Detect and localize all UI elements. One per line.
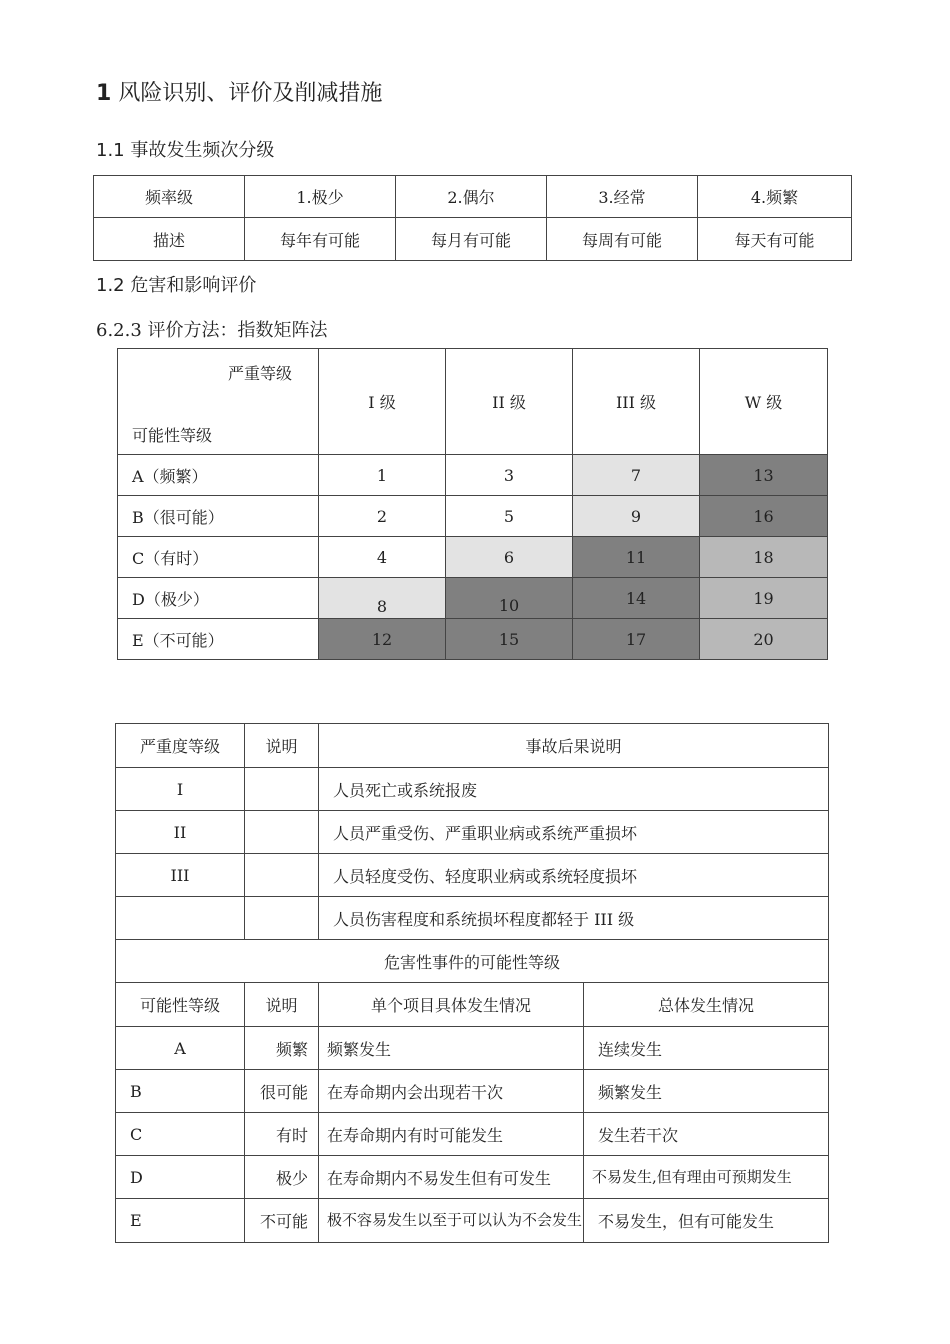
matrix-cell: 2 [319,496,446,537]
severity-header: 事故后果说明 [319,724,829,768]
matrix-row [118,578,828,619]
likelihood-row [116,1156,829,1199]
matrix-cell: 14 [573,578,700,619]
severity-row [116,854,829,897]
likelihood-note: 很可能 [245,1070,319,1113]
likelihood-row [116,1070,829,1113]
matrix-cell: 4 [319,537,446,578]
likelihood-row [116,1027,829,1070]
matrix-row [118,537,828,578]
matrix-row-label: C（有时） [118,537,319,578]
matrix-cell: 12 [319,619,446,660]
likelihood-single: 在寿命期内不易发生但有可发生 [319,1156,584,1199]
severity-header: 严重度等级 [116,724,245,768]
likelihood-single: 在寿命期内会出现若干次 [319,1070,584,1113]
risk-matrix [117,348,828,660]
corner-severity-label: 严重等级 [227,364,292,383]
matrix-cell: 7 [573,455,700,496]
severity-table [115,723,829,1243]
matrix-row-label: D（极少） [118,578,319,619]
severity-header: 说明 [245,724,319,768]
severity-level: III [116,854,245,897]
matrix-row [118,619,828,660]
severity-note [245,768,319,811]
severity-level: II [116,811,245,854]
severity-note [245,897,319,940]
likelihood-level: D [116,1156,245,1199]
frequency-row [94,218,852,261]
likelihood-single: 在寿命期内有时可能发生 [319,1113,584,1156]
matrix-cell: 6 [446,537,573,578]
likelihood-single: 频繁发生 [319,1027,584,1070]
severity-desc: 人员伤害程度和系统损坏程度都轻于 III 级 [319,897,829,940]
matrix-cell: 10 [446,578,573,619]
severity-note [245,811,319,854]
frequency-table [93,175,852,261]
severity-level [116,897,245,940]
freq-cell: 4.频繁 [698,176,852,218]
matrix-cell: 13 [700,455,828,496]
matrix-row [118,455,828,496]
matrix-cell: 19 [700,578,828,619]
matrix-col-header: II 级 [446,349,573,455]
matrix-row [118,496,828,537]
matrix-cell: 9 [573,496,700,537]
likelihood-level: E [116,1199,245,1243]
heading-1: 1 风险识别、评价及削减措施 [96,81,383,106]
likelihood-header: 总体发生情况 [584,983,829,1027]
severity-row [116,811,829,854]
freq-cell: 每月有可能 [396,218,547,261]
likelihood-header: 可能性等级 [116,983,245,1027]
likelihood-header-row [116,983,829,1027]
likelihood-level: A [116,1027,245,1070]
heading-6-2-3: 6.2.3 评价方法：指数矩阵法 [96,320,328,341]
severity-row [116,768,829,811]
likelihood-overall: 不易发生，但有可能发生 [584,1199,829,1243]
severity-note [245,854,319,897]
matrix-col-header: III 级 [573,349,700,455]
matrix-col-header: I 级 [319,349,446,455]
matrix-row-label: E（不可能） [118,619,319,660]
matrix-corner [118,349,319,455]
matrix-row-label: B（很可能） [118,496,319,537]
freq-cell: 频率级 [94,176,245,218]
likelihood-note: 不可能 [245,1199,319,1243]
likelihood-row [116,1199,829,1243]
matrix-cell: 17 [573,619,700,660]
matrix-header-row [118,349,828,455]
corner-likelihood-label: 可能性等级 [132,426,213,445]
freq-cell: 2.偶尔 [396,176,547,218]
heading-1-1: 1.1 事故发生频次分级 [96,140,275,161]
matrix-cell: 18 [700,537,828,578]
severity-desc: 人员死亡或系统报废 [319,768,829,811]
likelihood-header: 单个项目具体发生情况 [319,983,584,1027]
likelihood-overall: 频繁发生 [584,1070,829,1113]
likelihood-level: C [116,1113,245,1156]
severity-level: I [116,768,245,811]
heading-1-2: 1.2 危害和影响评价 [96,275,257,296]
likelihood-row [116,1113,829,1156]
freq-cell: 每周有可能 [547,218,698,261]
matrix-col-header: W 级 [700,349,828,455]
freq-cell: 每天有可能 [698,218,852,261]
severity-desc: 人员严重受伤、严重职业病或系统严重损坏 [319,811,829,854]
frequency-row [94,176,852,218]
severity-desc: 人员轻度受伤、轻度职业病或系统轻度损坏 [319,854,829,897]
matrix-row-label: A（频繁） [118,455,319,496]
likelihood-overall: 连续发生 [584,1027,829,1070]
freq-cell: 每年有可能 [245,218,396,261]
matrix-cell: 11 [573,537,700,578]
likelihood-single: 极不容易发生以至于可以认为不会发生 [319,1199,584,1243]
likelihood-header: 说明 [245,983,319,1027]
freq-cell: 1.极少 [245,176,396,218]
freq-cell: 3.经常 [547,176,698,218]
severity-row [116,897,829,940]
matrix-cell: 5 [446,496,573,537]
likelihood-section-row [116,940,829,983]
likelihood-level: B [116,1070,245,1113]
matrix-cell: 3 [446,455,573,496]
likelihood-note: 有时 [245,1113,319,1156]
likelihood-note: 频繁 [245,1027,319,1070]
likelihood-section-title: 危害性事件的可能性等级 [116,940,829,983]
matrix-cell: 1 [319,455,446,496]
likelihood-overall: 发生若干次 [584,1113,829,1156]
matrix-cell: 15 [446,619,573,660]
matrix-cell: 8 [319,578,446,619]
likelihood-note: 极少 [245,1156,319,1199]
matrix-cell: 20 [700,619,828,660]
likelihood-overall: 不易发生,但有理由可预期发生 [584,1156,829,1199]
freq-cell: 描述 [94,218,245,261]
severity-header-row [116,724,829,768]
matrix-cell: 16 [700,496,828,537]
